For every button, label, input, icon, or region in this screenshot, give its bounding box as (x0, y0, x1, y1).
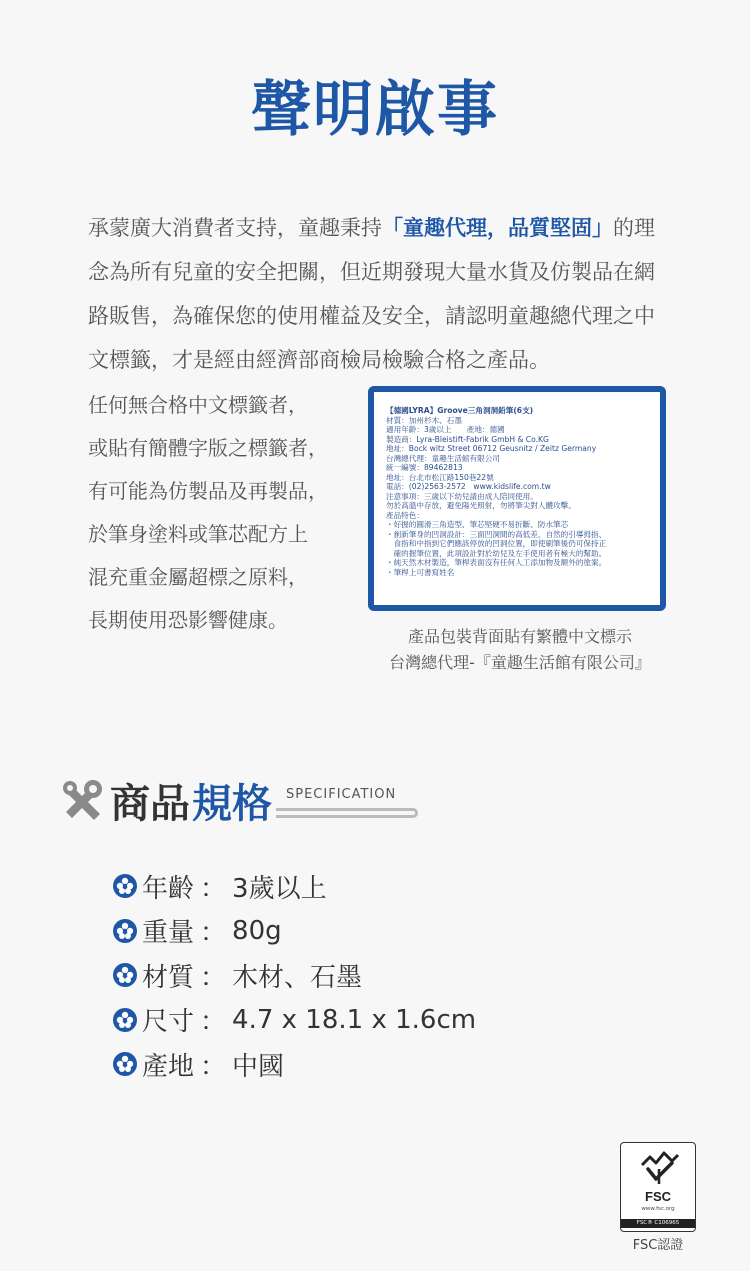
label-line: 統一編號：89462813 (386, 463, 463, 472)
intro-text-before: 承蒙廣大消費者支持，童趣秉持 (88, 216, 382, 240)
spec-underline (276, 808, 418, 818)
chinese-label-sample (368, 386, 666, 611)
label-caption-line1: 產品包裝背面貼有繁體中文標示 (407, 627, 632, 646)
warning-line: 有可能為仿製品及再製品， (88, 479, 328, 503)
label-line: 製造商：Lyra-Bleistift-Fabrik GmbH & Co.KG (386, 434, 549, 444)
label-line: 台灣總代理：童趣生活館有限公司 (386, 453, 500, 463)
flower-bullet-icon (112, 918, 138, 944)
intro-paragraph (88, 206, 670, 382)
spec-value: 80g (232, 915, 282, 946)
spec-value: 木材、石墨 (232, 962, 363, 993)
fsc-url: www.fsc.org (641, 1206, 675, 1212)
spec-item-origin (112, 1042, 476, 1087)
label-caption-line2: 台灣總代理-『童趣生活館有限公司』 (389, 653, 651, 672)
spec-label: 重量 (142, 918, 195, 949)
spec-title-en: SPECIFICATION (286, 787, 397, 802)
fsc-tree-check-icon (638, 1151, 680, 1185)
label-line: 適用年齡：3歲以上 產地：德國 (386, 425, 505, 434)
label-line: 勿於高溫中存放，避免陽光照射，勿將筆尖對人體攻擊。 (386, 501, 576, 510)
spec-colon: ： (200, 918, 227, 949)
spec-label: 尺寸 (142, 1007, 195, 1038)
warning-line: 或貼有簡體字版之標籤者， (88, 436, 328, 460)
label-line: 產品特色： (386, 510, 424, 520)
warning-text (88, 384, 350, 642)
spec-list (112, 864, 476, 1087)
flower-bullet-icon (112, 873, 138, 899)
intro-text-after: 的理念為所有兒童的安全把關，但近期發現大量水貨及仿製品在網路販售，為確保您的使用權益及安全，請認明童趣總代理之中文標籤，才是經由經濟部商檢局檢驗合格之產品。 (88, 216, 655, 372)
spec-label: 年齡 (142, 873, 195, 904)
label-line: 材質：加州杉木、石墨 (386, 415, 462, 425)
label-line: 電話：(02)2563-2572 www.kidslife.com.tw (386, 482, 551, 491)
spec-colon: ： (200, 962, 227, 993)
fsc-license-code: FSC® C106965 (621, 1219, 695, 1228)
spec-item-weight (112, 909, 476, 954)
flower-bullet-icon (112, 1007, 138, 1033)
tools-icon (60, 778, 106, 824)
spec-item-material (112, 953, 476, 998)
fsc-logo (620, 1142, 696, 1232)
spec-value: 4.7 x 18.1 x 1.6cm (232, 1004, 477, 1035)
spec-title-part1: 商品 (110, 781, 190, 827)
warning-line: 於筆身塗料或筆芯配方上 (88, 522, 308, 546)
fsc-caption: FSC認證 (632, 1238, 684, 1253)
spec-colon: ： (200, 873, 227, 904)
label-line: 地址：台北市松江路150巷22號 (386, 472, 494, 482)
page-title: 聲明啟事 (251, 75, 499, 145)
flower-bullet-icon (112, 1051, 138, 1077)
label-line: ・好握的圓滑三角造型、筆芯堅硬不易折斷、防水筆芯 (386, 520, 569, 529)
label-line: ・創新筆身的凹洞設計：三面凹洞間的高低差，自然的引導拇指、 (386, 529, 607, 539)
spec-value: 3歲以上 (232, 873, 327, 904)
spec-colon: ： (200, 1007, 227, 1038)
spec-value: 中國 (232, 1051, 285, 1082)
label-line: 食指和中指到它們應該停放的凹洞位置，即使刷筆後仍可保持正 (386, 539, 607, 548)
spec-label: 產地 (142, 1051, 195, 1082)
fsc-logo-text: FSC (645, 1189, 671, 1204)
label-line: ・純天然木材製造，筆桿表面沒有任何人工添加物及額外的塗案。 (386, 558, 607, 567)
label-line: 【德國LYRA】Groove三角洞洞鉛筆(6支) (386, 406, 534, 415)
label-line: ・筆桿上可書寫姓名 (386, 567, 455, 577)
intro-highlight: 「童趣代理，品質堅固」 (382, 216, 613, 240)
spec-label: 材質 (142, 962, 195, 993)
label-line: 注意事項：三歲以下幼兒請由成人陪同使用。 (386, 491, 538, 501)
warning-line: 混充重金屬超標之原料， (88, 565, 308, 589)
warning-line: 長期使用恐影響健康。 (88, 608, 288, 632)
spec-title-part2: 規格 (192, 781, 272, 827)
flower-bullet-icon (112, 962, 138, 988)
spec-header (60, 770, 430, 830)
label-line: 確的握筆位置，此項設計對於幼兒及左手使用者有極大的幫助。 (386, 548, 607, 558)
spec-item-age (112, 864, 476, 909)
spec-item-size (112, 998, 476, 1043)
spec-colon: ： (200, 1051, 227, 1082)
warning-line: 任何無合格中文標籤者， (88, 393, 308, 417)
label-line: 地址：Bock witz Street 06712 Geusnitz / Zeitz Germany (386, 444, 597, 453)
